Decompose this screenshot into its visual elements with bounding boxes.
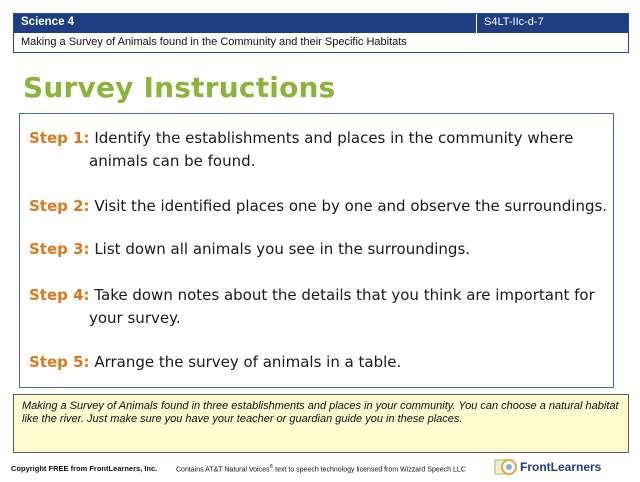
step-text-continued: your survey. bbox=[89, 309, 181, 327]
competency-code: S4LT-IIc-d-7 bbox=[484, 16, 544, 28]
step-3 bbox=[29, 238, 609, 261]
note-box bbox=[13, 394, 629, 453]
step-2 bbox=[29, 195, 609, 218]
slide-header bbox=[13, 13, 629, 53]
logo-icon bbox=[494, 457, 520, 477]
frontlearners-logo bbox=[494, 457, 634, 477]
voices-credit bbox=[176, 464, 466, 473]
lesson-topic: Making a Survey of Animals found in the Community and their Specific Habitats bbox=[21, 36, 407, 48]
step-label: Step 4: bbox=[29, 286, 90, 304]
page-title: Survey Instructions bbox=[23, 71, 336, 104]
registered-mark: ® bbox=[269, 464, 274, 470]
step-text: List down all animals you see in the surroundings. bbox=[94, 240, 471, 258]
step-5 bbox=[29, 351, 609, 374]
step-text: Identify the establishments and places in the community where bbox=[94, 129, 574, 147]
step-label: Step 3: bbox=[29, 240, 90, 258]
subject-label: Science 4 bbox=[21, 16, 75, 28]
copyright-text: Copyright FREE from FrontLearners, Inc. bbox=[11, 464, 158, 473]
step-label: Step 1: bbox=[29, 129, 90, 147]
voices-credit-part1: Contains AT&T Natural Voices bbox=[176, 466, 270, 474]
header-divider bbox=[476, 14, 477, 33]
step-label: Step 2: bbox=[29, 197, 90, 215]
header-bar bbox=[14, 14, 628, 34]
step-4 bbox=[29, 284, 609, 330]
step-text: Visit the identified places one by one and observe the surroundings. bbox=[94, 197, 608, 215]
step-text: Arrange the survey of animals in a table. bbox=[94, 353, 402, 371]
step-text-continued: animals can be found. bbox=[89, 152, 256, 170]
brand-name: FrontLearners bbox=[520, 460, 602, 474]
step-label: Step 5: bbox=[29, 353, 90, 371]
note-text: Making a Survey of Animals found in three establishments and places in your community. You can choose a natural habitat like the river. Just make sure you have your teacher or guardian guide you in these places. bbox=[22, 400, 619, 425]
step-1 bbox=[29, 127, 609, 173]
step-text: Take down notes about the details that you think are important for bbox=[94, 286, 595, 304]
voices-credit-part2: text to speech technology licensed from Wizzard Speech LLC bbox=[273, 466, 466, 474]
steps-panel bbox=[19, 113, 614, 388]
